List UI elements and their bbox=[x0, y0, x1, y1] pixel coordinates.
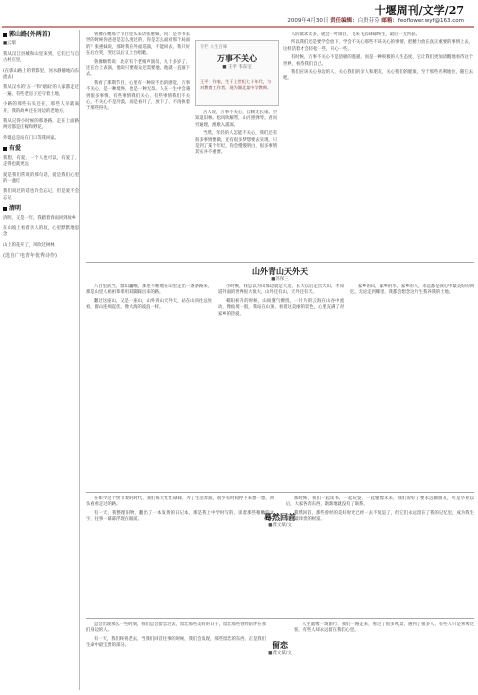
article-bl-col-2 bbox=[286, 496, 474, 614]
article-title: 万事不关心 bbox=[217, 53, 257, 63]
sidebar-paragraph: (在郭山路上的背影里，河水静静地向东流去) bbox=[3, 68, 79, 81]
section-divider bbox=[86, 492, 474, 493]
article-paragraph: 我们应该关心身边的人，关心我们的亲人和朋友，关心我们的健康，至于那些名利地位，随它去吧。 bbox=[283, 70, 473, 82]
sidebar-paragraph: 我从记得小时候的那条路，走在上面路两旁都是庄稼和野花， bbox=[3, 119, 79, 131]
article-author: ■龚文斌/文 bbox=[268, 651, 292, 656]
page-header bbox=[0, 0, 478, 26]
article-paragraph: 八百里武当，群山巍峨，那里不断地在山里走出一条条路来，那是山里人祖祖辈辈用双脚踩出来的路。 bbox=[86, 284, 212, 296]
article-title: 留恋 bbox=[272, 640, 288, 650]
sidebar-paragraph: 外婆总是站在门口等我回家。 bbox=[3, 135, 59, 141]
article-paragraph: 我看了那期节目，心里有一种说不出的感觉，万事不关心，是一种境界，也是一种无奈。人在一生中会遇到很多事情，有些事情我们关心，有些事情我们不关心，不关心不是冷漠，而是看开了，放下了，不再执着于那些得失。 bbox=[86, 80, 190, 112]
article-paragraph: 朝阳初升的时候，山间雾气缭绕，一片片的云海在山谷中流动，像仙境一般，我站在山顶，看着这美丽的景色，心里充满了对家乡的热爱。 bbox=[218, 298, 344, 317]
sidebar-author-1: ■云瑞 bbox=[3, 41, 16, 47]
article-paragraph: 蓦然回首，那些曾经的美好时光已经一去不复返了，但它们永远留在了我的记忆里，成为我生命中最珍贵的财富。 bbox=[286, 510, 474, 523]
article-author: ■龚文斌/文 bbox=[268, 523, 292, 528]
date-line: 2009年4月30日 bbox=[287, 18, 329, 24]
editor-name: 白贵芬芬 bbox=[357, 18, 380, 24]
article-paragraph: 小时候，我总以为山那边就是天边，长大以后走出大山，才知道外面的世界很大很大，山外还有山，天外还有天。 bbox=[218, 284, 344, 296]
article-bottom-col-2 bbox=[294, 622, 474, 692]
article-paragraph: 那时候，我们一起读书，一起玩耍，一起憧憬未来，我们说好了要永远做朋友，可是毕业以后，大家各奔东西，渐渐地就没有了联系。 bbox=[286, 496, 474, 508]
article-top-left bbox=[86, 32, 190, 258]
sidebar-paragraph: 我从汉江县城和山里来到，它们已与自古村庄里， bbox=[3, 51, 79, 64]
article-paragraph: 有一天，我整理旧物，翻出了一本发黄的日记本，那是我上中学时写的，读着那些稚嫩的文字，往事一幕幕浮现在眼前。 bbox=[86, 510, 274, 523]
article-title: 蓦然回首 bbox=[264, 512, 296, 522]
header-info-line bbox=[287, 16, 464, 24]
section-divider bbox=[86, 618, 474, 619]
sidebar-heading-2: 有爱 bbox=[3, 146, 79, 152]
article-paragraph: 有时候，万事不关心不是消极的逃避，而是一种积极的人生态度，它让我们更加清醒地看待这个世界，看待我们自己。 bbox=[283, 55, 473, 67]
article-paragraph: 所以我们还是要学会放下，学会不关心那些不该关心的事情，把精力放在真正重要的事情上去，这样活着才会轻松一些，开心一些。 bbox=[283, 40, 473, 52]
section-divider bbox=[86, 262, 474, 263]
sidebar-paragraph: 我们说过的话也许会忘记，但是爱不会忘记 bbox=[3, 189, 79, 201]
article-top-right bbox=[283, 32, 473, 258]
article-mid-col-1 bbox=[86, 284, 212, 488]
header-rule bbox=[2, 26, 474, 28]
sidebar-footer: (选自广电青年优秀诗作) bbox=[3, 253, 57, 260]
article-mid-col-3 bbox=[350, 284, 474, 488]
article-paragraph: 人的欲求太多，就会一叶障目，飞来飞去碌碌终生，最后一无所获。 bbox=[291, 32, 420, 37]
article-paragraph: 在如今这个快节奏的时代，我们每天忙忙碌碌，为了生活奔波，很少有时间停下来想一想，回头看看走过的路。 bbox=[86, 496, 274, 508]
article-paragraph: 古人说，万事不关心，自顾无长策。空知返旧林。松风吹解带，山月照弹琴。君问穷通理，渔歌入浦深。 bbox=[195, 110, 277, 128]
sidebar-paragraph: 在山坡上看着亲人的坟，心里默默地思念 bbox=[3, 225, 79, 238]
article-paragraph: 鲁豫在她那个节目里头采访张惠妹，问：是爷爷去世的时候你爸爸是怎么度过的，你是怎么面对那个局面的？张惠妹说，那时我在外面巡演，不能回去，我只好在后台哭，哭过以后又上台唱歌。 bbox=[86, 32, 190, 57]
article-paragraph: 鲁豫顺势说：北京有个老相声演员，九十多岁了，还在台上表演，他说只要观众还需要他，他就一直演下去。 bbox=[86, 59, 190, 78]
article-paragraph: 人生就像一场旅行，我们一路走来，看过了很多风景，遇到了很多人，有些人只是匆匆过客，有些人却永远留在我们心里。 bbox=[294, 622, 474, 634]
article-top-middle bbox=[195, 110, 277, 258]
article-mid-col-2 bbox=[218, 284, 344, 488]
sidebar-paragraph: 爱是我们常说的那句话，爱是我们心里的一盏灯 bbox=[3, 172, 79, 184]
email-label: 邮箱： bbox=[381, 18, 398, 24]
sidebar-paragraph: 山上的花开了，风吹过树林 bbox=[3, 242, 55, 248]
sidebar-heading-3: 清明 bbox=[3, 206, 79, 212]
article-paragraph: 有一天，我们终将老去，当我们回首往事的时候，我们会发现，那些留恋的东西，正是我们生命中最宝贵的部分。 bbox=[86, 636, 266, 649]
column-title-box bbox=[195, 40, 279, 106]
article-author: ■ 王平 韦东宝 bbox=[222, 65, 252, 70]
sidebar-column bbox=[3, 30, 80, 690]
article-bl-col-1 bbox=[86, 496, 274, 614]
article-title: 山外青山天外天 bbox=[252, 266, 308, 276]
article-paragraph: 总会出现那么一些时刻，我们总会留恋过去，留恋那些美好的日子，留恋那些曾经陪伴在我们身边的人。 bbox=[86, 622, 266, 634]
email: feoflower.wyf@163.com bbox=[397, 18, 464, 24]
sidebar-paragraph: 小路的那些石头还在，那些人早就离开，我的故乡还在河边的老地方， bbox=[3, 102, 79, 114]
sidebar-paragraph: 我从汉水的'五一'和'烟雨'的人家都走过一遍，有些老房子还守着土地， bbox=[3, 85, 79, 97]
author-bio: 王平：作家，生于上世纪七十年代，与对教育工作者，现为湖北某中学教师。 bbox=[200, 79, 272, 90]
article-paragraph: 家乡的山，家乡的水，家乡的人，永远都是我心中最美好的回忆。无论走到哪里，我都会想念这片生我养我的土地。 bbox=[350, 284, 474, 296]
article-paragraph: 翻过这座山，又是一座山，山外青山天外天，站在山顶往远处看，群山连绵起伏，像大海的波浪一样。 bbox=[86, 298, 212, 311]
sidebar-paragraph: 我想，有爱，一个人也可以，有爱了，走得也就更远 bbox=[3, 155, 79, 168]
masthead: 十堰周刊/文学/27 bbox=[374, 4, 464, 17]
sidebar-paragraph: 清明，又是一年，我踏着春雨回到故乡 bbox=[3, 215, 77, 221]
article-paragraph: 当然，年轻的人怎能不关心，我们还有很多事情要做，还有很多梦想要去实现，只是到了某个年纪，你会慢慢明白，很多事情其实并不重要。 bbox=[195, 131, 277, 156]
article-bottom-col-1 bbox=[86, 622, 266, 692]
sidebar-heading-1: 郭山路(外两首) bbox=[3, 32, 79, 38]
article-author: ■苏保三 bbox=[271, 277, 289, 282]
column-tag: 专栏 人生百味 bbox=[200, 45, 228, 50]
editor-label: 责任编辑： bbox=[330, 18, 358, 24]
